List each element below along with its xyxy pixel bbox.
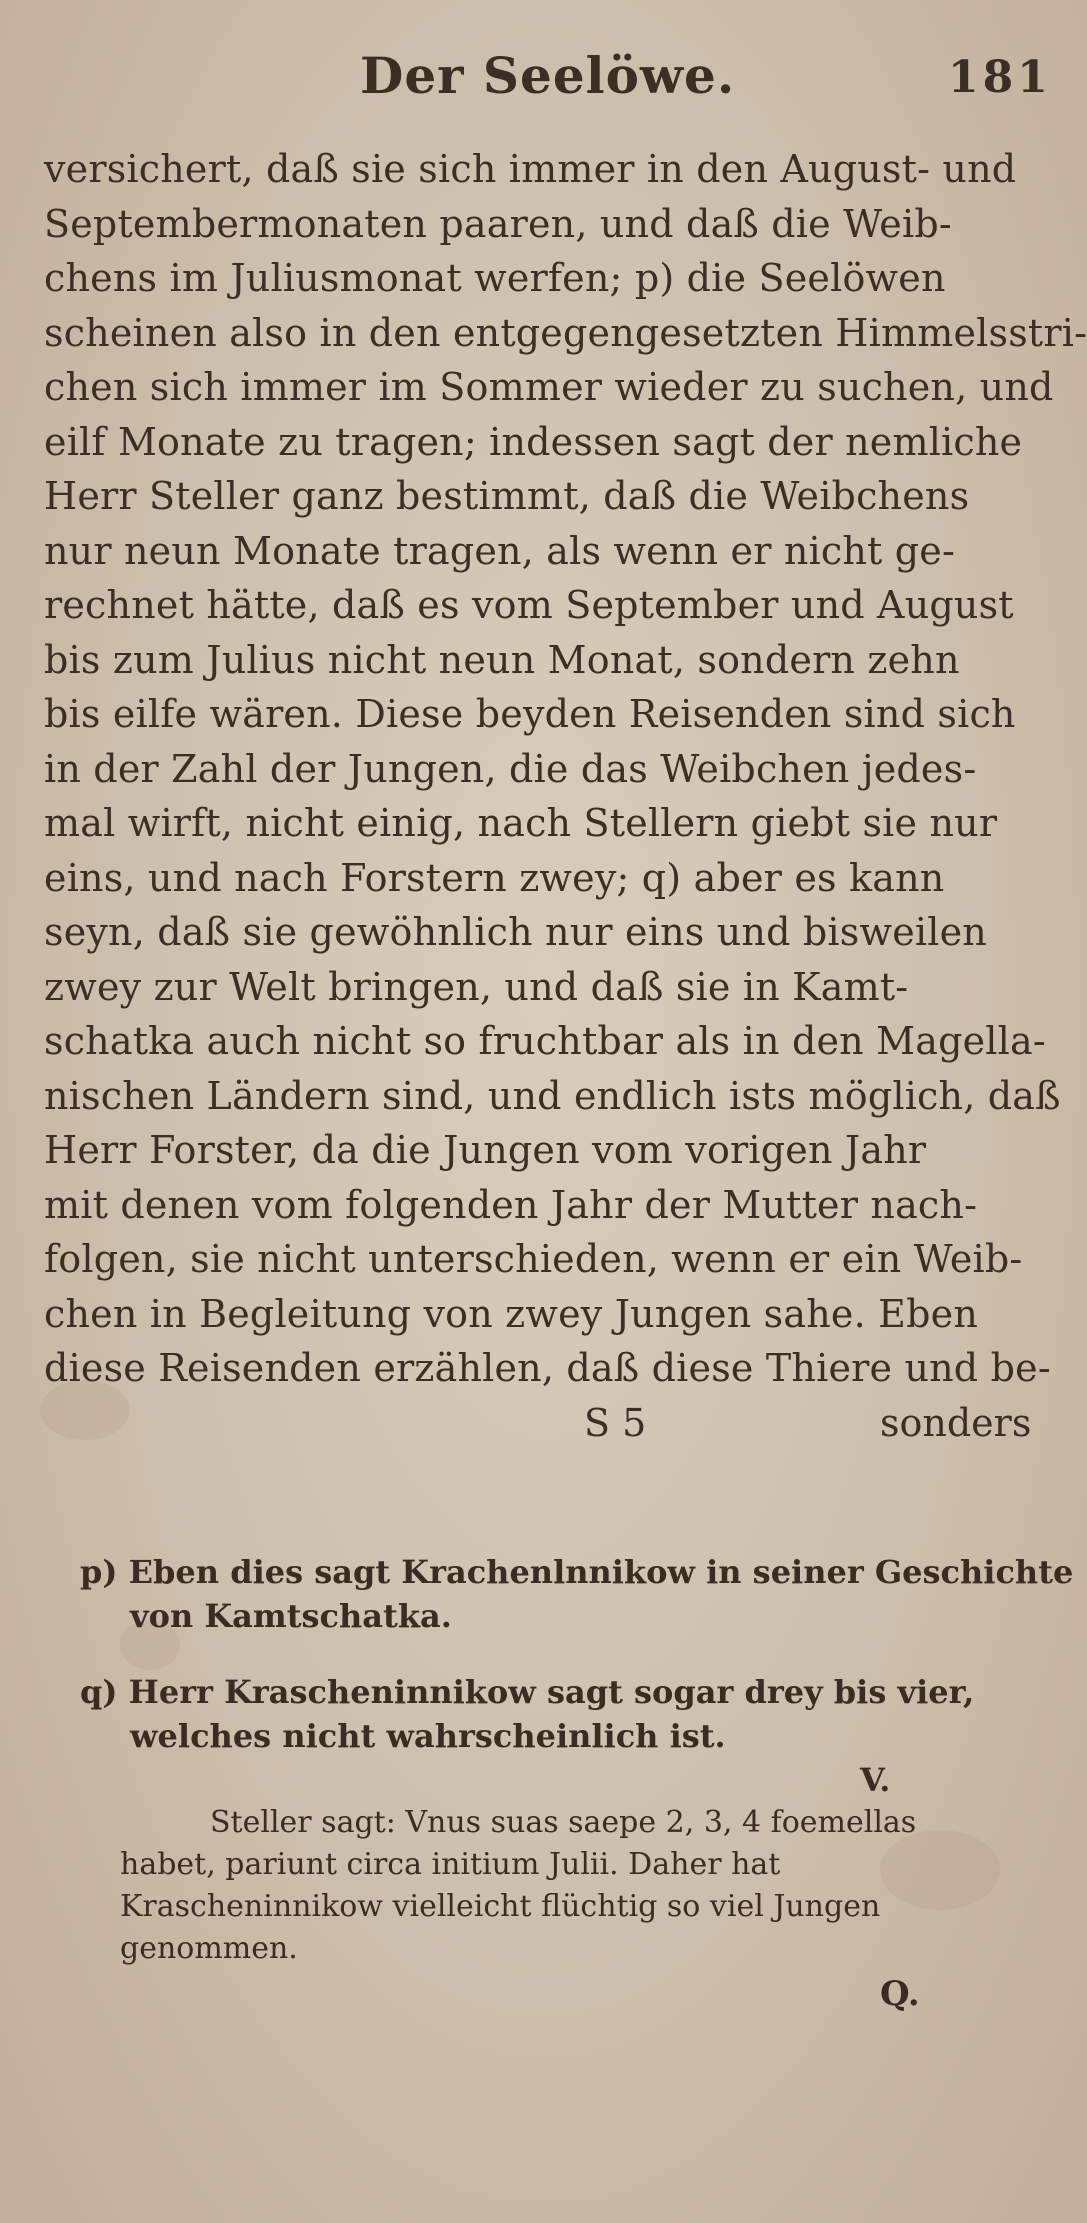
text-line: nischen Ländern sind, und endlich ists möglich, daß bbox=[44, 1073, 1061, 1118]
text-line: eins, und nach Forstern zwey; q) aber es kann bbox=[44, 855, 945, 900]
footnote-end-mark bbox=[80, 1970, 1040, 2020]
text-line: schatka auch nicht so fruchtbar als in den Magella- bbox=[44, 1019, 1046, 1063]
text-line: chen in Begleitung von zwey Jungen sahe. Eben bbox=[44, 1291, 978, 1336]
text-line: rechnet hätte, daß es vom September und August bbox=[44, 583, 1014, 627]
text-line: eilf Monate zu tragen; indessen sagt der nemliche bbox=[44, 419, 1023, 464]
text-line: Herr Forster, da die Jungen vom vorigen Jahr bbox=[44, 1128, 927, 1172]
footnote-v-mark: V. bbox=[860, 1761, 891, 1799]
catchword-line bbox=[44, 1396, 1044, 1451]
signature-mark: S 5 bbox=[584, 1400, 647, 1445]
text-line: versichert, daß sie sich immer in den August- und bbox=[44, 147, 1017, 191]
catchword: sonders bbox=[880, 1400, 1032, 1445]
text-line: chens im Juliusmonat werfen; p) die Seelöwen bbox=[44, 256, 946, 300]
text-line: Herr Steller ganz bestimmt, daß die Weibchens bbox=[44, 474, 970, 518]
text-line: folgen, sie nicht unterschieden, wenn er ein Weib- bbox=[44, 1237, 1023, 1281]
text-line: in der Zahl der Jungen, die das Weibchen jedes- bbox=[44, 746, 977, 791]
text-line: scheinen also in den entgegengesetzten Himmelsstri- bbox=[44, 310, 1087, 355]
running-title: Der Seelöwe. bbox=[360, 46, 736, 105]
text-line: diese Reisenden erzählen, daß diese Thiere und be- bbox=[44, 1346, 1051, 1390]
footnote-q-line: welches nicht wahrscheinlich ist. bbox=[130, 1717, 726, 1755]
subnote-line: Krascheninnikow vielleicht flüchtig so viel Jungen bbox=[120, 1889, 881, 1924]
subnote-line: habet, pariunt circa initium Julii. Daher hat bbox=[120, 1847, 781, 1882]
text-line: Septembermonaten paaren, und daß die Weib- bbox=[44, 201, 952, 246]
subnote-line: Steller sagt: Vnus suas saepe 2, 3, 4 foemellas bbox=[210, 1805, 917, 1840]
end-mark: Q. bbox=[880, 1974, 920, 2014]
footnotes bbox=[80, 1550, 1074, 2020]
text-line: bis zum Julius nicht neun Monat, sondern zehn bbox=[44, 637, 960, 682]
text-line: bis eilfe wären. Diese beyden Reisenden sind sich bbox=[44, 692, 1016, 736]
page-header bbox=[0, 38, 1087, 108]
footnote-mark bbox=[80, 1758, 1040, 1802]
main-text bbox=[44, 142, 1087, 1450]
subnote-line: genommen. bbox=[120, 1931, 298, 1966]
text-line: mit denen vom folgenden Jahr der Mutter nach- bbox=[44, 1182, 978, 1227]
text-line: nur neun Monate tragen, als wenn er nicht ge- bbox=[44, 528, 956, 573]
text-line: chen sich immer im Sommer wieder zu suchen, und bbox=[44, 365, 1054, 409]
text-line: zwey zur Welt bringen, und daß sie in Kamt- bbox=[44, 964, 909, 1009]
footnote-q-line: q) Herr Krascheninnikow sagt sogar drey bis vier, bbox=[80, 1673, 975, 1711]
text-line: mal wirft, nicht einig, nach Stellern giebt sie nur bbox=[44, 801, 998, 845]
footnote-p-line: von Kamtschatka. bbox=[130, 1597, 452, 1635]
text-line: seyn, daß sie gewöhnlich nur eins und bisweilen bbox=[44, 910, 987, 954]
page-number: 181 bbox=[948, 52, 1052, 103]
footnote-p-line: p) Eben dies sagt Krachenlnnikow in seiner Geschichte bbox=[80, 1553, 1074, 1591]
